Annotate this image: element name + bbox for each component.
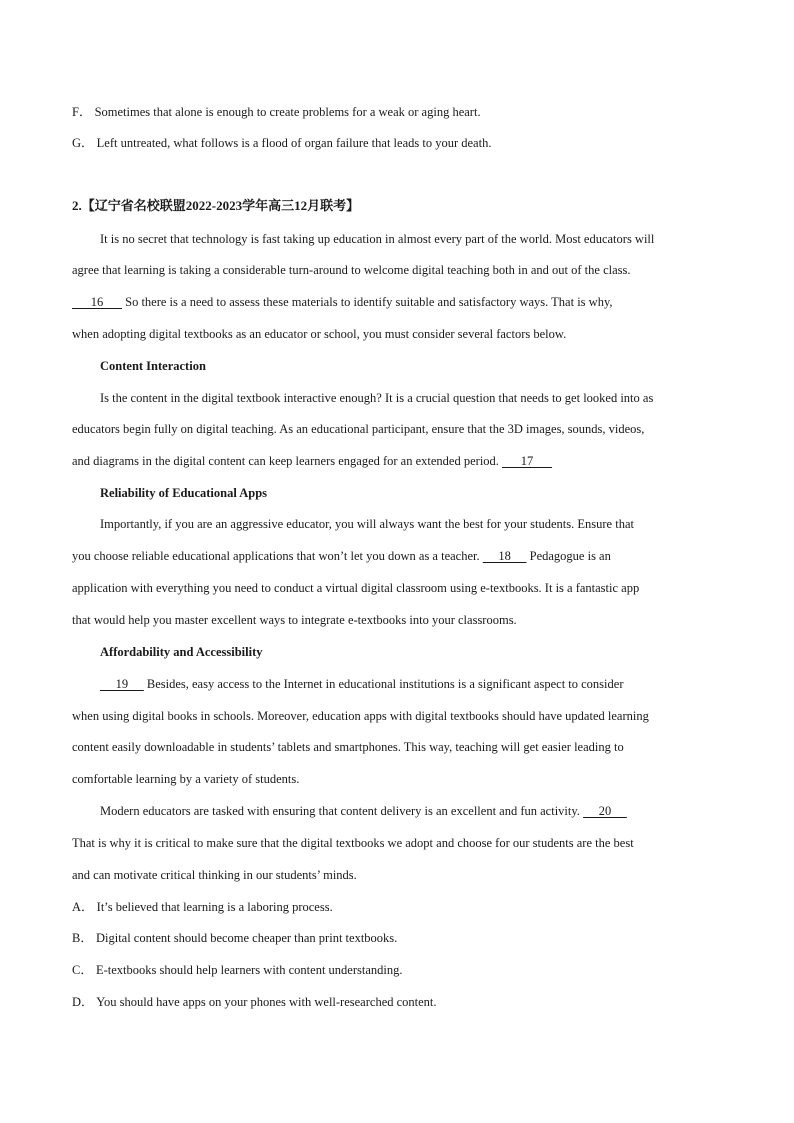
option-letter: A． xyxy=(72,900,94,914)
paragraph-line: application with everything you need to conduct a virtual digital classroom using e-textbooks. It is a fantastic app xyxy=(72,581,640,595)
paragraph-line: educators begin fully on digital teaching. As an educational participant, ensure that the 3D images, sounds, videos, xyxy=(72,422,645,436)
option-text: Sometimes that alone is enough to create problems for a weak or aging heart. xyxy=(94,105,481,119)
blank-20[interactable]: 20 xyxy=(583,804,627,818)
option-f xyxy=(72,104,481,120)
option-text: You should have apps on your phones with well-researched content. xyxy=(96,995,437,1009)
paragraph-line: That is why it is critical to make sure that the digital textbooks we adopt and choose for our students are the best xyxy=(72,836,634,850)
paragraph-text: you choose reliable educational applications that won’t let you down as a teacher. xyxy=(72,549,483,563)
paragraph-line xyxy=(72,548,611,564)
option-text: E-textbooks should help learners with content understanding. xyxy=(95,963,403,977)
paragraph-line xyxy=(100,676,623,692)
blank-19[interactable]: 19 xyxy=(100,677,144,691)
blank-17[interactable]: 17 xyxy=(502,454,553,468)
paragraph-line: comfortable learning by a variety of students. xyxy=(72,772,300,786)
option-text: Left untreated, what follows is a flood of organ failure that leads to your death. xyxy=(96,136,492,150)
paragraph-line xyxy=(72,453,552,469)
option-text: It’s believed that learning is a laboring process. xyxy=(96,900,333,914)
paragraph-text: and diagrams in the digital content can keep learners engaged for an extended period. xyxy=(72,454,503,468)
paragraph-line: It is no secret that technology is fast taking up education in almost every part of the world. Most educators will xyxy=(100,232,655,246)
document-page xyxy=(72,0,722,1123)
option-text: Digital content should become cheaper than print textbooks. xyxy=(95,931,398,945)
option-letter: G． xyxy=(72,136,94,150)
paragraph-line: Is the content in the digital textbook interactive enough? It is a crucial question that needs to get looked into as xyxy=(100,391,654,405)
question-title: 2.【辽宁省名校联盟2022-2023学年高三12月联考】 xyxy=(72,198,360,213)
paragraph-text: Modern educators are tasked with ensuring that content delivery is an excellent and fun activity. xyxy=(100,804,584,818)
section-heading: Content Interaction xyxy=(100,359,206,373)
option-letter: C． xyxy=(72,963,93,977)
section-heading: Reliability of Educational Apps xyxy=(100,486,268,500)
paragraph-line xyxy=(72,294,613,310)
paragraph-text: So there is a need to assess these materials to identify suitable and satisfactory ways. That is why, xyxy=(122,295,613,309)
option-letter: D． xyxy=(72,995,94,1009)
paragraph-line: Importantly, if you are an aggressive educator, you will always want the best for your students. Ensure that xyxy=(100,517,634,531)
paragraph-line: when using digital books in schools. Moreover, education apps with digital textbooks should have updated learning xyxy=(72,709,649,723)
paragraph-text: Besides, easy access to the Internet in educational institutions is a significant aspect to consider xyxy=(143,677,624,691)
option-letter: B． xyxy=(72,931,93,945)
blank-16[interactable]: 16 xyxy=(72,295,122,309)
option-d xyxy=(72,994,437,1010)
option-b xyxy=(72,930,397,946)
option-c xyxy=(72,962,403,978)
paragraph-text: Pedagogue is an xyxy=(526,549,611,563)
paragraph-line xyxy=(100,803,627,819)
section-heading: Affordability and Accessibility xyxy=(100,645,263,659)
option-letter: F． xyxy=(72,105,92,119)
paragraph-line: content easily downloadable in students’ tablets and smartphones. This way, teaching will get easier leading to xyxy=(72,740,624,754)
option-a xyxy=(72,899,333,915)
option-g xyxy=(72,135,491,151)
paragraph-line: when adopting digital textbooks as an educator or school, you must consider several factors below. xyxy=(72,327,567,341)
paragraph-line: that would help you master excellent ways to integrate e-textbooks into your classrooms. xyxy=(72,613,517,627)
paragraph-line: agree that learning is taking a considerable turn-around to welcome digital teaching both in and out of the class. xyxy=(72,263,631,277)
paragraph-line: and can motivate critical thinking in our students’ minds. xyxy=(72,868,357,882)
blank-18[interactable]: 18 xyxy=(482,549,527,563)
